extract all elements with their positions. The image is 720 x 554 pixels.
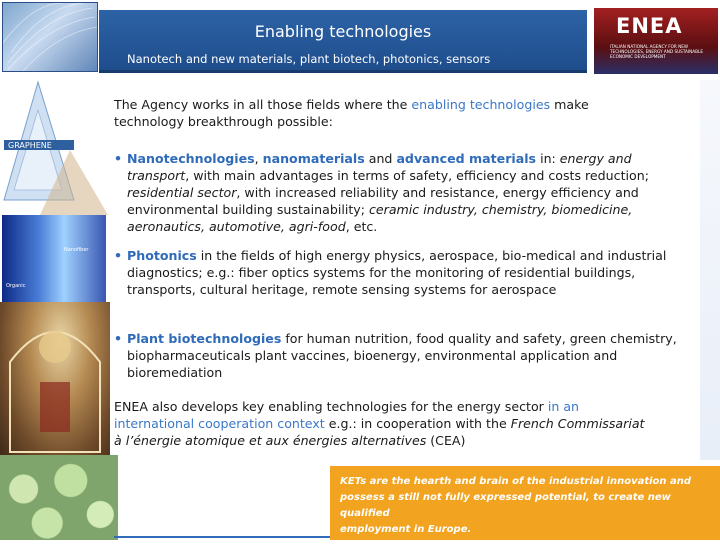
graphene-graphic [0, 80, 108, 220]
nano-label-1: Nanofiber [64, 247, 89, 253]
highlight-term: Nanotechnologies [127, 151, 255, 166]
page-subtitle: Nanotech and new materials, plant biotech, photonics, sensors [127, 52, 491, 66]
bullet-segment: energy and transport [127, 151, 632, 183]
bullet-segment: , with increased reliability and resistance, energy efficiency and environmental building sustainability; [127, 185, 639, 217]
closing-accent: in an international cooperation context [114, 399, 580, 431]
quote-attribution: Antonio Tajani, Vice President of the EU Commission [340, 540, 636, 551]
bullet-text [127, 247, 694, 298]
enea-logo-tagline: ITALIAN NATIONAL AGENCY FOR NEW TECHNOLOGIES, ENERGY AND SUSTAINABLE ECONOMIC DEVELOPMENT [610, 44, 704, 59]
closing-text-3: (CEA) [426, 433, 466, 448]
highlight-term: advanced materials [396, 151, 537, 166]
plant-cells-image [0, 455, 118, 540]
bullet-plant-biotech [114, 330, 694, 381]
bullet-segment: for human nutrition, food quality and safety, green chemistry, biopharmaceuticals plant vaccines, bioenergy, environmental application and bioremediation [127, 331, 677, 380]
highlight-term: Photonics [127, 248, 197, 263]
intro-accent: enabling technologies [411, 97, 551, 112]
quote-line: possess a still not fully expressed potential, to create new qualified [340, 492, 671, 519]
enea-logo [594, 8, 718, 74]
cultural-heritage-image [0, 302, 110, 462]
highlight-term: nanomaterials [262, 151, 365, 166]
nanomaterials-image [2, 215, 106, 310]
quote-line: KETs are the hearth and brain of the industrial innovation and [340, 476, 692, 487]
bullet-segment: in: [536, 151, 560, 166]
bullet-marker: • [114, 151, 123, 166]
quote-box [330, 466, 720, 551]
nanotube-graphic [3, 3, 97, 71]
closing-paragraph [114, 398, 654, 449]
bullet-marker: • [114, 331, 123, 346]
quote-text [340, 474, 710, 554]
highlight-term: Plant biotechnologies [127, 331, 282, 346]
divider [114, 536, 330, 538]
closing-italic: French Commissariat à l’énergie atomique et aux énergies alternatives [114, 416, 645, 448]
closing-text-1: ENEA also develops key enabling technologies for the energy sector [114, 399, 548, 414]
graphene-label: GRAPHENE [8, 141, 52, 150]
bullet-segment: , etc. [345, 219, 378, 234]
quote-line: employment in Europe. [340, 524, 472, 535]
closing-text-2: e.g.: in cooperation with the [324, 416, 511, 431]
bullet-photonics [114, 247, 694, 298]
bullet-marker: • [114, 248, 123, 263]
nano-label-2: Organic [6, 283, 26, 289]
fresco-graphic [0, 302, 110, 462]
decorative-strip [700, 80, 720, 460]
bullet-segment: residential sector [127, 185, 237, 200]
page-title: Enabling technologies [254, 22, 432, 41]
graphene-image [0, 80, 108, 220]
bullet-segment: and [364, 151, 397, 166]
bullet-segment: , with main advantages in terms of safety, efficiency and costs reduction; [185, 168, 649, 183]
intro-text-2: make technology breakthrough possible: [114, 97, 589, 129]
intro-text-1: The Agency works in all those fields where the [114, 97, 412, 112]
intro-paragraph [114, 96, 654, 130]
nanotube-image [2, 2, 98, 72]
bullet-segment: , [254, 151, 263, 166]
bullet-nanotech [114, 150, 694, 235]
enea-logo-wordmark: ENEA [616, 14, 683, 38]
bullet-text [127, 330, 694, 381]
header-bar [99, 10, 587, 73]
bullet-text [127, 150, 694, 235]
bullet-segment: in the fields of high energy physics, aerospace, bio-medical and industrial diagnostics; e.g.: fiber optics systems for the monitoring of residential buildings, transports, cultural heritage, remote sensing systems for aerospace [127, 248, 667, 297]
bullet-segment: ceramic industry, chemistry, biomedicine, aeronautics, automotive, agri-food [127, 202, 633, 234]
